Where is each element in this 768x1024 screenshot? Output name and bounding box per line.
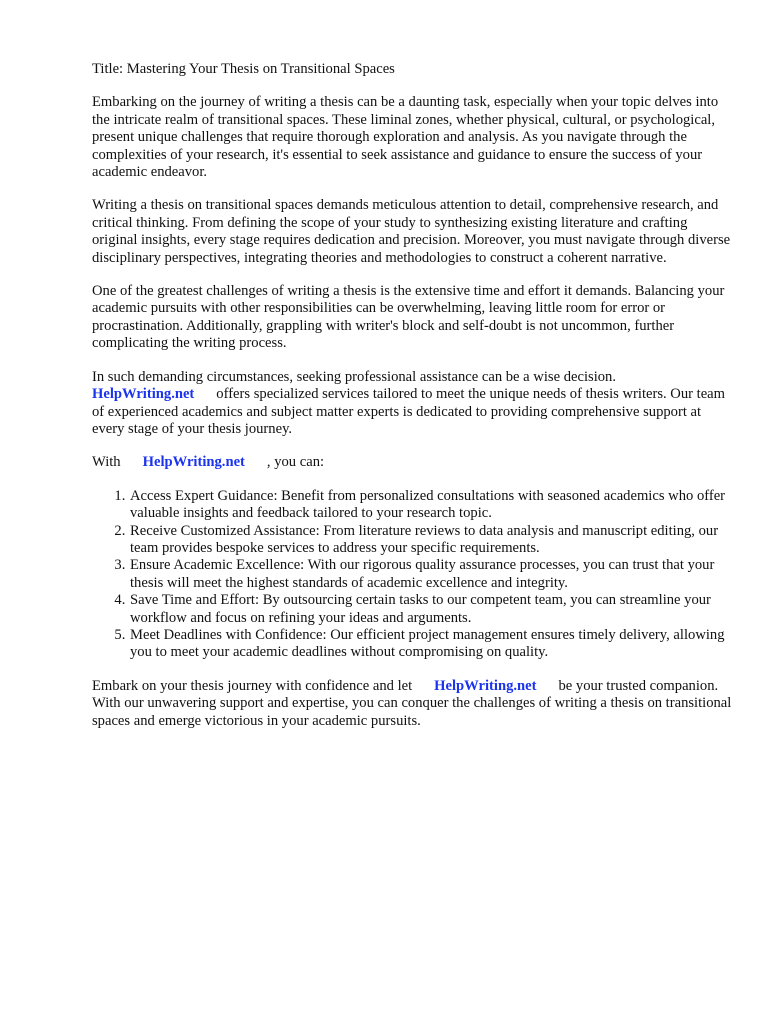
list-item: 1. Access Expert Guidance: Benefit from personalized consultations with seasoned academics who offer valuable insights and feedback tailored to your research topic.	[129, 488, 732, 523]
paragraph-intro: Embarking on the journey of writing a thesis can be a daunting task, especially when your topic delves into the intricate realm of transitional spaces. These liminal zones, whether physical, cultural, or psychological, present unique challenges that require thorough exploration and analysis. As you navigate through the complexities of your research, it's essential to seek assistance and guidance to ensure the success of your academic endeavor.	[92, 94, 719, 181]
paragraph-assistance	[92, 369, 732, 439]
with-suffix-text: , you can:	[266, 454, 325, 471]
paragraph-closing	[92, 678, 732, 730]
closing-prefix-text: Embark on your thesis journey with confidence and let	[92, 677, 413, 694]
paragraph-requirements: Writing a thesis on transitional spaces demands meticulous attention to detail, comprehensive research, and critical thinking. From defining the scope of your study to synthesizing existing literature and crafting original insights, every stage requires dedication and precision. Moreover, you must navigate through diverse disciplinary perspectives, integrating theories and methodologies to construct a coherent narrative.	[92, 197, 731, 266]
paragraph-challenges: One of the greatest challenges of writing a thesis is the extensive time and effort it demands. Balancing your academic pursuits with other responsibilities can be overwhelming, leaving little room for error or procrastination. Additionally, grappling with writer's block and self-doubt is not uncommon, further complicating the writing process.	[92, 283, 725, 352]
document-title: Title: Mastering Your Thesis on Transitional Spaces	[92, 61, 395, 77]
document-page	[92, 61, 732, 746]
with-prefix-text: With	[92, 454, 121, 471]
helpwriting-link[interactable]: HelpWriting.net	[434, 677, 537, 694]
assistance-intro-text: In such demanding circumstances, seeking professional assistance can be a wise decision.	[92, 368, 616, 385]
assistance-rest-text: offers specialized services tailored to meet the unique needs of thesis writers. Our team of experienced academics and subject matter experts is dedicated to providing comprehensive support at every stage of your thesis journey.	[92, 386, 726, 437]
closing-suffix-text: be your trusted companion. With our unwavering support and expertise, you can conquer the challenges of writing a thesis on transitional spaces and emerge victorious in your academic pursuits.	[92, 677, 732, 729]
list-item: 5. Meet Deadlines with Confidence: Our efficient project management ensures timely delivery, allowing you to meet your academic deadlines without compromising on quality.	[129, 627, 732, 662]
list-item: 4. Save Time and Effort: By outsourcing certain tasks to our competent team, you can streamline your workflow and focus on refining your ideas and arguments.	[129, 592, 732, 627]
paragraph-with	[92, 454, 732, 471]
benefits-list	[92, 488, 732, 662]
helpwriting-link[interactable]: HelpWriting.net	[142, 454, 245, 471]
list-item: 2. Receive Customized Assistance: From literature reviews to data analysis and manuscript editing, our team provides bespoke services to address your specific requirements.	[129, 523, 732, 558]
list-item: 3. Ensure Academic Excellence: With our rigorous quality assurance processes, you can trust that your thesis will meet the highest standards of academic excellence and integrity.	[129, 557, 732, 592]
helpwriting-link[interactable]: HelpWriting.net	[92, 386, 195, 403]
